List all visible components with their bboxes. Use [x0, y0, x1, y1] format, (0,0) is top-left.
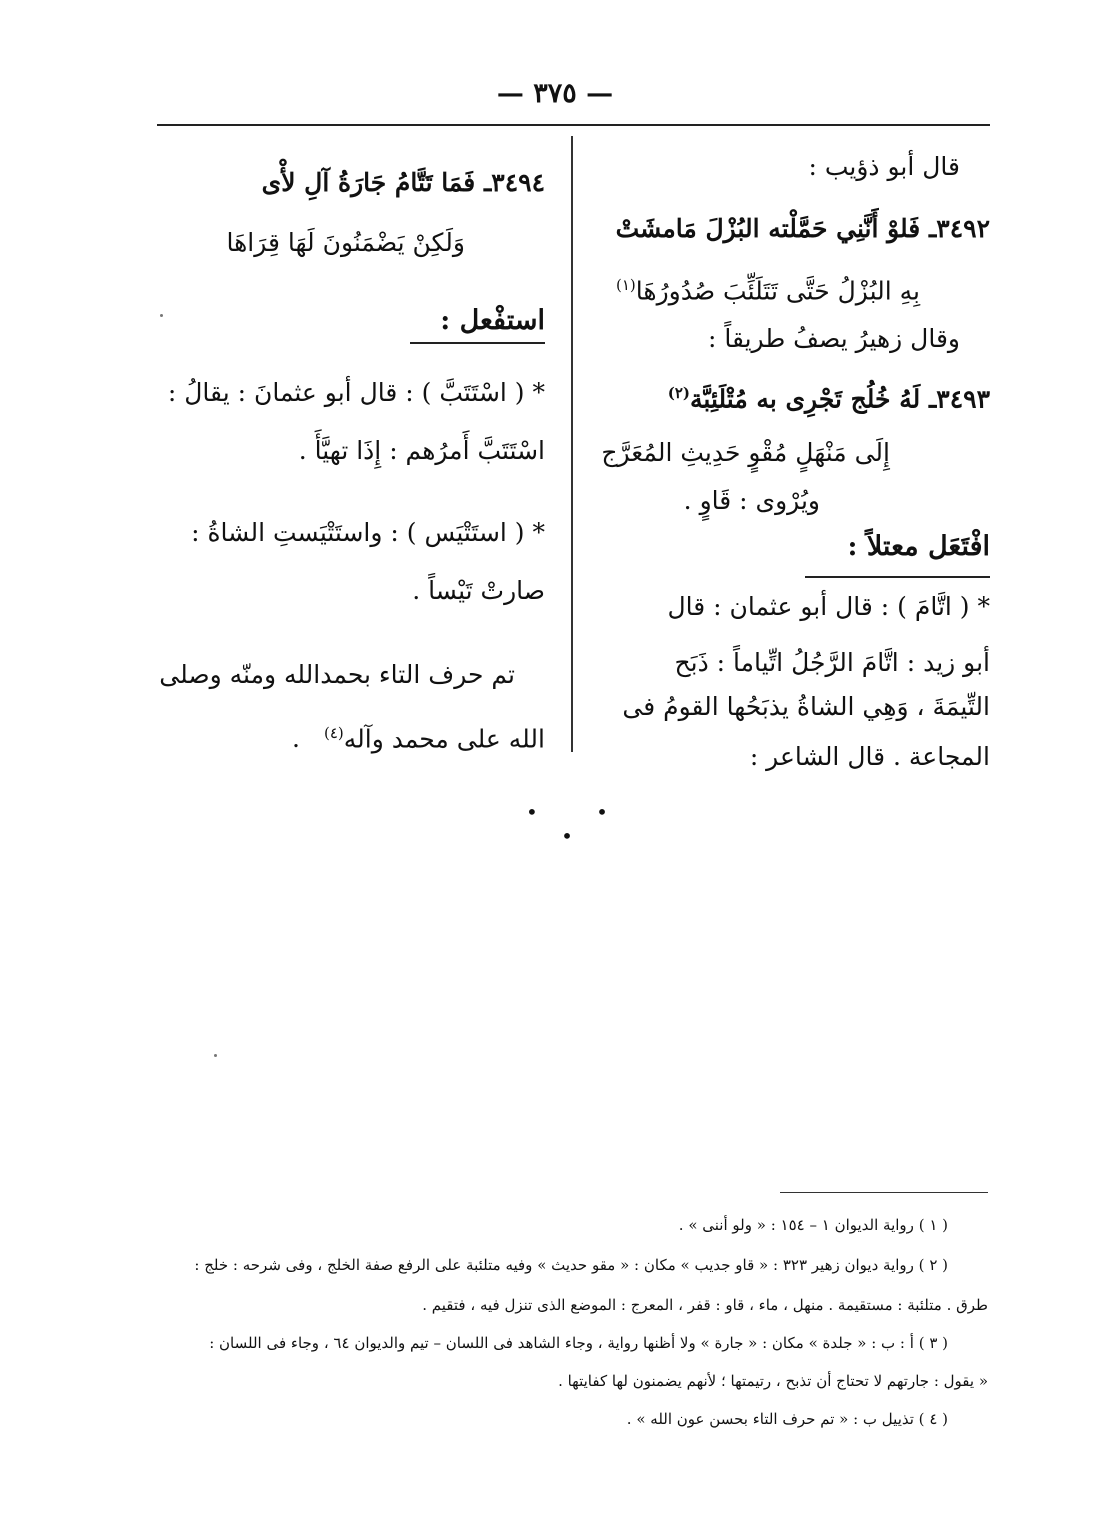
entry-istatabba-line-1: * ( اسْتَتَبَّ ) : قال أبو عثمانَ : يقالُ : — [167, 378, 545, 407]
section-separator: • • • — [526, 800, 634, 848]
verse-3493-first-text: ٣٤٩٣ـ لَهُ خُلُج تَجْرِى به مُتْلَئِبَّة — [690, 384, 990, 414]
verse-3493-first-hemistich — [668, 378, 990, 414]
footnote-ref-1: (١) — [616, 276, 636, 294]
verse-3492-second-text: بِهِ البُزْلُ حَتَّى تَتَلَئِّبَ صُدُورُهَا — [635, 276, 920, 306]
footnote-ref-4: (٤) — [323, 724, 344, 742]
closing-line-2 — [292, 718, 545, 754]
closing-period: . — [292, 724, 300, 754]
footnote-4: ( ٤ ) تذييل ب : « تم حرف التاء بحسن عون الله » . — [626, 1410, 948, 1428]
entry-ittam-line-4: المجاعة . قال الشاعر : — [749, 742, 990, 771]
entry-ittam-line-2: أبو زيد : اتَّامَ الرَّجُلُ اتِّياماً : ذَبَح — [674, 648, 990, 677]
section-heading-istafaal: استفْعل : — [440, 305, 545, 336]
intro-zuhayr: وقال زهيرُ يصفُ طريقاً : — [707, 324, 960, 353]
footnote-3-line-1: ( ٣ ) أ : ب : « جلدة » مكان : « جارة » ولا أظنها رواية ، وجاء الشاهد فى اللسان – تيم والديوان ٦٤ ، وجاء فى اللسان : — [209, 1334, 948, 1352]
heading-underline — [805, 576, 990, 578]
closing-line-1: تم حرف التاء بحمدالله ومنّه وصلى — [159, 660, 515, 689]
scan-speck — [160, 314, 163, 317]
page-number: — ٣٧٥ — — [496, 78, 614, 109]
entry-istatyasa-line-1: * ( استَتْيَس ) : واستَتْيَستِ الشاةُ : — [191, 518, 545, 547]
footnote-1: ( ١ ) رواية الديوان ١ – ١٥٤ : « ولو أننى » . — [678, 1216, 948, 1234]
verse-3492-second-hemistich — [616, 270, 920, 306]
entry-ittam-line-3: التِّيمَةَ ، وَهِي الشاةُ يذبَحُها القومُ فى — [622, 692, 990, 721]
footnote-3-line-2: « يقول : جارتهم لا تحتاج أن تذبح ، رتيمتها ؛ لأنهم يضمنون لها كفايتها . — [558, 1372, 988, 1390]
column-divider — [571, 136, 573, 752]
closing-text: الله على محمد وآله — [343, 724, 545, 754]
footnote-2-line-2: طرق . متلئبة : مستقيمة . منهل ، ماء ، قاو : قفر ، المعرج : الموضع الذى تنزل فيه ، فتقيم . — [422, 1296, 988, 1314]
entry-istatyasa-line-2: صارتْ تَيْساً . — [412, 576, 545, 605]
heading-underline — [410, 342, 545, 344]
scan-speck — [214, 1054, 217, 1057]
intro-abu-dhuayb: قال أبو ذؤيب : — [808, 152, 960, 181]
footnote-rule — [780, 1192, 988, 1193]
variant-reading: ويُرْوى : قَاوٍ . — [683, 486, 820, 515]
entry-istatabba-line-2: اسْتَتَبَّ أَمرُهم : إِذَا تهيَّأَ . — [298, 436, 545, 465]
verse-3494-first-hemistich: ٣٤٩٤ـ فَمَا تَتَّامُ جَارَةُ آلِ لأْى — [261, 168, 545, 197]
verse-3493-second-hemistich: إِلَى مَنْهَلٍ مُقْوٍ حَدِيثِ المُعَرَّج — [601, 438, 890, 467]
footnote-ref-2: (٢) — [667, 384, 691, 402]
verse-3492-first-hemistich: ٣٤٩٢ـ فَلوْ أَنَّنِي حَمَّلْته البُزْلَ مَامشَتْ — [615, 214, 990, 243]
verse-3494-second-hemistich: وَلَكِنْ يَضْمَنُونَ لَهَا قِرَاهَا — [226, 228, 465, 257]
section-heading-iftaal: افْتَعَل معتلاً : — [847, 531, 990, 562]
footnote-2-line-1: ( ٢ ) رواية ديوان زهير ٣٢٣ : « قاو جديب » مكان : « مقو حديث » وفيه متلئبة على الرفع صفة الخلج ، وفى شرحه : خلج : — [194, 1256, 948, 1274]
entry-ittam-line-1: * ( اتَّامَ ) : قال أبو عثمان : قال — [667, 592, 990, 621]
header-rule — [157, 124, 990, 126]
